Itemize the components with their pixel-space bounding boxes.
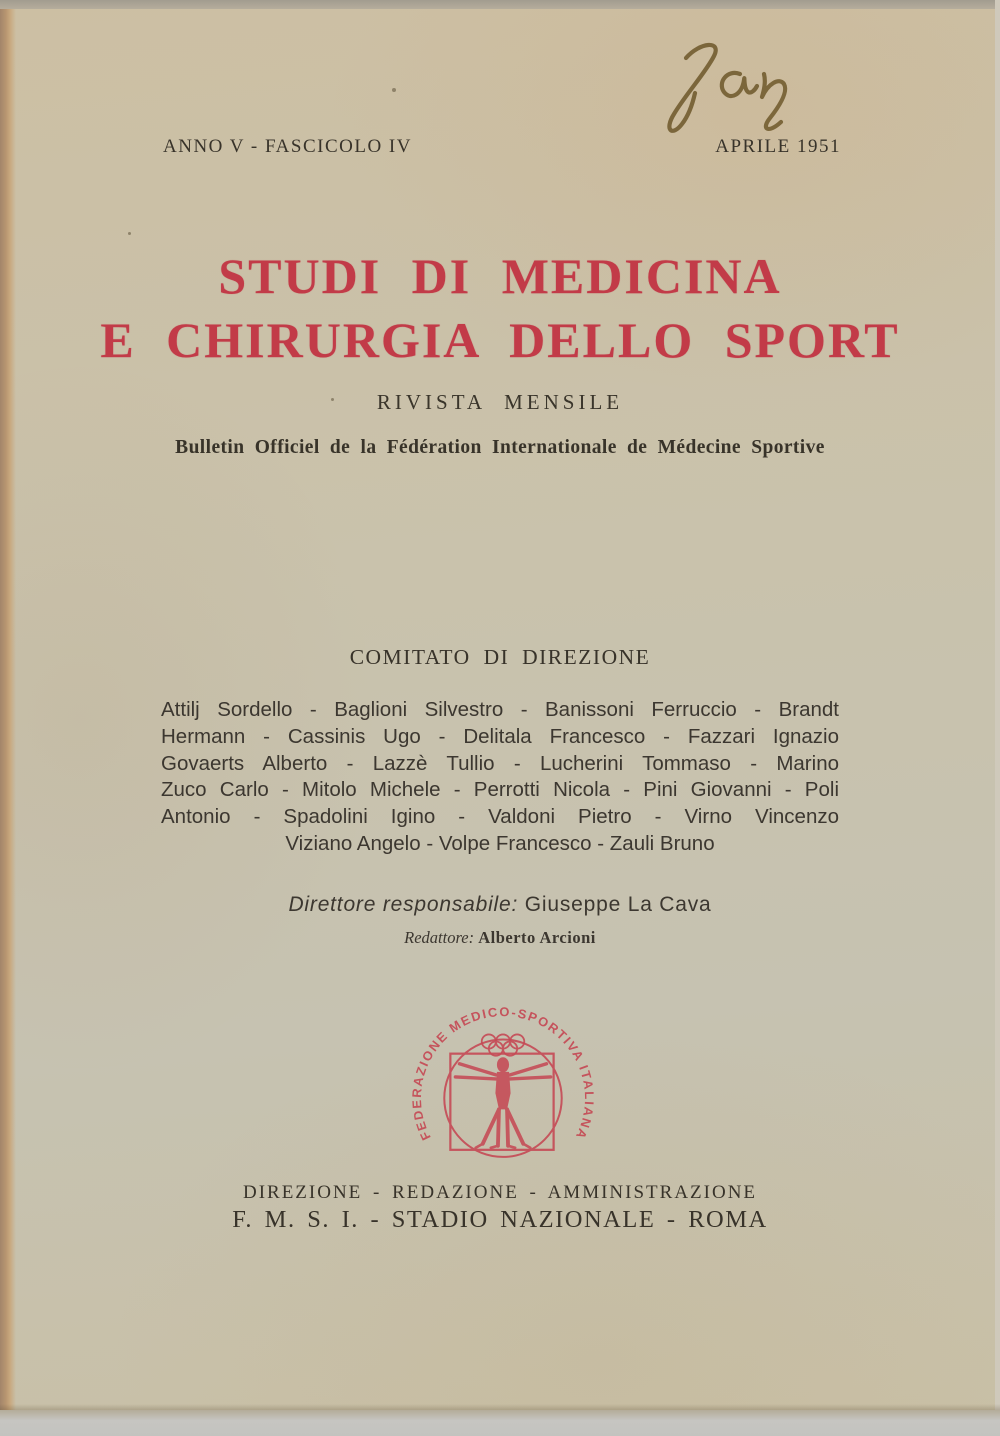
editor-name: Alberto Arcioni <box>478 928 596 947</box>
director-label: Direttore responsabile: <box>288 893 519 916</box>
issue-date: APRILE 1951 <box>715 136 841 157</box>
director-line <box>0 893 1000 917</box>
fmsi-logo <box>401 1000 605 1164</box>
page-edge-top <box>0 0 1000 9</box>
footer-address: F. M. S. I. - STADIO NAZIONALE - ROMA <box>232 1206 768 1233</box>
issue-number: ANNO V - FASCICOLO IV <box>163 136 412 157</box>
committee-line: Hermann - Cassinis Ugo - Delitala Francesco - Fazzari Ignazio <box>161 724 839 748</box>
committee-line: Attilj Sordello - Baglioni Silvestro - Banissoni Ferruccio - Brandt <box>161 698 839 721</box>
paper-speck <box>392 88 396 92</box>
scanner-background-strip <box>0 1410 1000 1436</box>
journal-title-line2: E CHIRURGIA DELLO SPORT <box>100 312 900 368</box>
committee-line: Zuco Carlo - Mitolo Michele - Perrotti Nicola - Pini Giovanni - Poli <box>161 778 839 802</box>
journal-subtitle: RIVISTA MENSILE <box>376 390 624 414</box>
committee-list <box>161 697 839 858</box>
journal-title <box>0 244 1000 372</box>
publisher-footer <box>0 1182 1000 1234</box>
paper-speck <box>128 232 131 235</box>
handwritten-mark <box>648 36 808 136</box>
director-name: Giuseppe La Cava <box>524 893 712 916</box>
committee-line: Viziano Angelo - Volpe Francesco - Zauli Bruno <box>285 831 715 855</box>
committee-line: Govaerts Alberto - Lazzè Tullio - Lucherini Tommaso - Marino <box>161 751 839 775</box>
editor-label: Redattore: <box>404 928 475 947</box>
logo-arc-text: FEDERAZIONE MEDICO-SPORTIVA ITALIANA <box>409 1005 597 1143</box>
bulletin-line: Bulletin Officiel de la Fédération Internationale de Médecine Sportive <box>175 437 825 458</box>
olympic-rings-icon <box>482 1034 525 1055</box>
committee-heading: COMITATO DI DIREZIONE <box>349 645 651 669</box>
issue-header <box>163 136 841 158</box>
editor-line <box>0 928 1000 948</box>
footer-departments: DIREZIONE - REDAZIONE - AMMINISTRAZIONE <box>242 1182 758 1203</box>
committee-line: Antonio - Spadolini Igino - Valdoni Pietro - Virno Vincenzo <box>161 805 839 829</box>
journal-title-line1: STUDI DI MEDICINA <box>218 248 782 304</box>
vitruvian-man-icon <box>455 1057 550 1148</box>
